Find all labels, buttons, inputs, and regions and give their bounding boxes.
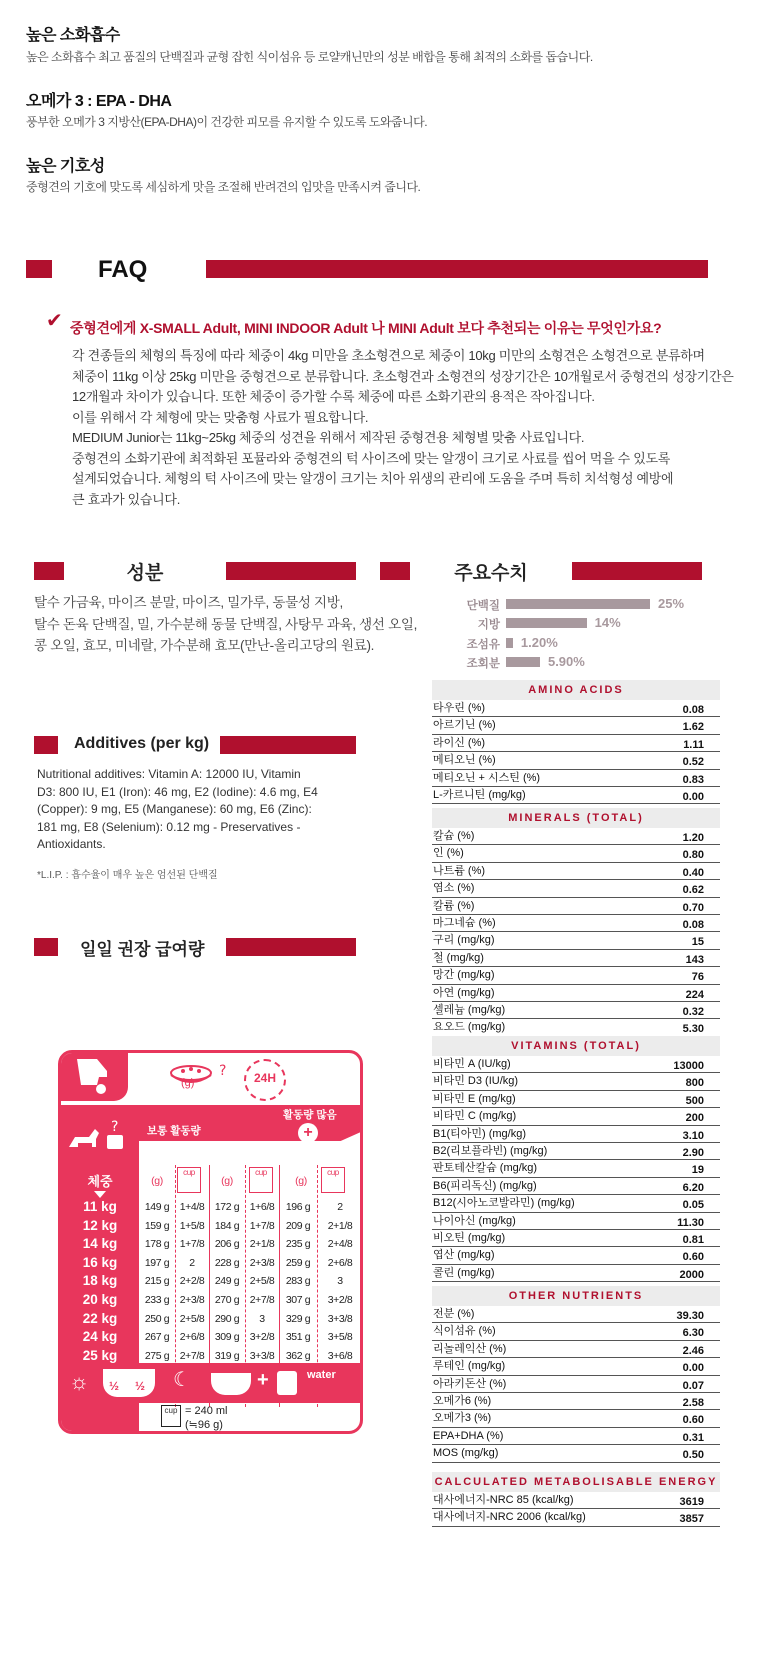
keyvalue-bar [506, 599, 650, 609]
keyvalue-bar [506, 638, 513, 648]
col-g-2: (g) [221, 1175, 233, 1187]
nutrient-value: 6.20 [682, 1181, 704, 1194]
nutrient-name: 엽산 (mg/kg) [433, 1249, 495, 1262]
nutrient-value: 0.31 [682, 1431, 704, 1444]
feeding-weight: 14 kg [82, 1236, 118, 1252]
nutrient-name: 대사에너지-NRC 2006 (kcal/kg) [433, 1511, 586, 1524]
nutrient-name: B6(피리독신) (mg/kg) [433, 1179, 537, 1192]
nutrient-row [432, 752, 720, 769]
feeding-cell: 270 g [214, 1294, 240, 1306]
nutrient-value: 0.07 [682, 1379, 704, 1392]
feeding-cell: 3+2/8 [249, 1331, 275, 1344]
nutrient-name: 구리 (mg/kg) [433, 934, 495, 947]
nutrient-name: 라이신 (%) [433, 736, 486, 749]
nutrient-row [432, 1160, 720, 1177]
nutrient-value: 15 [691, 936, 704, 949]
nutrient-section [432, 808, 720, 1037]
nutrient-name: B1(티아민) (mg/kg) [433, 1127, 526, 1140]
nutrient-value: 500 [685, 1094, 704, 1107]
feature-desc-1: 높은 소화흡수 최고 품질의 단백질과 균형 잡힌 식이섬유 등 로얄캐닌만의 성분 배합을 통해 최적의 소화를 돕습니다. [26, 50, 593, 64]
feeding-cell: 3 [337, 1275, 343, 1288]
nutrient-name: 비오틴 (mg/kg) [433, 1231, 506, 1244]
nutrient-row [432, 1091, 720, 1108]
keyvalue-value: 14% [594, 615, 621, 631]
nutrient-row [432, 828, 720, 845]
plus-icon: + [298, 1123, 318, 1143]
nutrient-name: 판토테산칼슘 (mg/kg) [433, 1162, 538, 1175]
nutrient-value: 0.08 [682, 704, 704, 716]
faq-title: FAQ [98, 256, 148, 283]
nutrient-row [432, 932, 720, 949]
feeding-title: 일일 권장 급여량 [80, 940, 205, 959]
nutrient-name: B2(리보플라빈) (mg/kg) [433, 1144, 548, 1157]
water-label: water [307, 1369, 336, 1381]
keyvalue-value: 5.90% [547, 653, 585, 669]
feeding-cell: 172 g [214, 1201, 240, 1213]
water-bowl-icon [277, 1371, 297, 1395]
feeding-cell: 1+7/8 [179, 1238, 205, 1251]
nutrient-row [432, 1247, 720, 1264]
keyvalues-bar-right [572, 562, 702, 580]
feeding-cell: 259 g [285, 1256, 311, 1269]
nutrient-row [432, 717, 720, 734]
faq-answer-line: 큰 효과가 있습니다. [72, 491, 180, 507]
nutrient-value: 2.46 [682, 1344, 704, 1357]
nutrient-row [432, 787, 720, 804]
nutrient-value: 13000 [673, 1060, 704, 1072]
keyvalue-label: 지방 [477, 619, 500, 632]
cup-icon: cup [161, 1405, 181, 1427]
nutrient-value: 2000 [679, 1268, 704, 1281]
nutrient-name: MOS (mg/kg) [433, 1447, 499, 1460]
keyvalue-value: 25% [658, 596, 685, 611]
feeding-cell: 2+7/8 [179, 1349, 205, 1362]
nutrient-row [432, 1143, 720, 1160]
dog-head-icon [61, 1053, 128, 1101]
feeding-cell: 3+5/8 [327, 1331, 353, 1344]
keyvalue-label: 단백질 [466, 600, 500, 612]
nutrient-row [432, 1265, 720, 1282]
normal-activity-label: 보통 활동량 [147, 1125, 201, 1137]
nutrient-value: 0.60 [682, 1251, 704, 1264]
nutrient-section [432, 1472, 720, 1527]
keyvalue-bar [506, 657, 540, 667]
additives-bar-right [220, 736, 356, 754]
weight-arrow-icon [94, 1191, 106, 1198]
feeding-bar-right [226, 938, 356, 956]
feeding-cell: 196 g [285, 1201, 311, 1213]
nutrient-value: 0.81 [682, 1233, 704, 1246]
bowl-icon [211, 1373, 251, 1395]
keyvalue-value: 1.20% [520, 634, 558, 650]
faq-answer-line: 12개월과 차이가 있습니다. 또한 체중이 증가할 수록 체중에 따른 소화기관의 용적은 작아집니다. [72, 389, 595, 404]
nutrient-value: 11.30 [677, 1216, 704, 1229]
nutrient-name: 비타민 C (mg/kg) [433, 1110, 517, 1123]
feeding-cell: 233 g [144, 1294, 170, 1306]
faq-answer-line: 중형견의 소화기관에 최적화된 포뮬라와 중형견의 턱 사이즈에 맞는 알갱이 크기로 사료를 씹어 먹을 수 있도록 [72, 450, 670, 466]
check-icon: ✔ [46, 310, 63, 332]
nutrient-name: 철 (mg/kg) [433, 951, 484, 964]
feeding-cell: 329 g [285, 1312, 311, 1325]
faq-answer-line: 각 견종들의 체형의 특징에 따라 체중이 4kg 미만을 초소형견으로 체중이 10kg 미만의 소형견은 소형견으로 분류하며 [72, 348, 705, 363]
nutrient-row [432, 1213, 720, 1230]
feeding-cell: 3+3/8 [249, 1349, 275, 1362]
feeding-weight: 12 kg [82, 1217, 118, 1233]
nutrient-name: 콜린 (mg/kg) [433, 1266, 495, 1279]
nutrient-name: 오메가3 (%) [433, 1412, 492, 1425]
nutrient-value: 0.62 [682, 884, 704, 897]
nutrient-row [432, 1445, 720, 1462]
nutrient-name: 대사에너지-NRC 85 (kcal/kg) [433, 1494, 574, 1506]
additives-line: Nutritional additives: Vitamin A: 12000 IU, Vitamin [37, 767, 301, 781]
lip-note: *L.I.P. : 흡수율이 매우 높은 엄선된 단백질 [37, 870, 218, 881]
feeding-cell: 2+4/8 [327, 1238, 353, 1251]
feeding-cell: 178 g [144, 1238, 170, 1251]
nutrient-name: 셀레늄 (mg/kg) [433, 1003, 506, 1016]
nutrient-value: 0.08 [682, 918, 704, 931]
faq-answer-line: 설계되었습니다. 체형의 턱 사이즈에 맞는 알갱이 크기는 치아 위생의 관리에 도움을 주며 특히 치석형성 예방에 [72, 471, 674, 486]
cup-eq-ml: = 240 ml [185, 1405, 228, 1417]
feeding-cell: 275 g [144, 1349, 170, 1362]
faq-answer-line: 체중이 11kg 이상 25kg 미만을 중형견으로 분류합니다. 초소형견과 소형견의 성장기간은 10개월로서 중형견의 성장기간은 [72, 368, 734, 384]
feeding-cell: 215 g [144, 1275, 170, 1288]
nutrient-name: 나이아신 (mg/kg) [433, 1214, 516, 1227]
nutrient-row [432, 1002, 720, 1019]
feeding-cell: 249 g [214, 1275, 240, 1288]
feeding-cell: 2+5/8 [249, 1275, 275, 1288]
additives-line: (Copper): 9 mg, E5 (Manganese): 60 mg, E6 (Zinc): [37, 802, 312, 816]
nutrient-value: 0.00 [682, 1362, 704, 1375]
nutrient-value: 3.10 [682, 1129, 704, 1142]
col-g-3: (g) [295, 1175, 307, 1187]
faq-answer [72, 346, 734, 510]
nutrient-name: 비타민 E (mg/kg) [433, 1092, 516, 1105]
nutrient-value: 2.58 [682, 1396, 704, 1409]
ingredients-bar-left [34, 562, 64, 580]
high-activity-label: 활동량 많음 [283, 1109, 337, 1121]
sun-icon: ☼ [69, 1369, 90, 1394]
nutrient-row [432, 1393, 720, 1410]
additives-line: D3: 800 IU, E1 (Iron): 46 mg, E2 (Iodine): 4.6 mg, E4 [37, 784, 318, 799]
feeding-cell: 159 g [144, 1219, 170, 1232]
nutrient-row [432, 950, 720, 967]
weight-label: 체중 [87, 1174, 113, 1189]
keyvalue-label: 조회분 [466, 657, 500, 670]
nutrient-value: 0.70 [682, 901, 704, 914]
nutrient-name: L-카르니틴 (mg/kg) [433, 788, 526, 801]
nutrient-section-title: CALCULATED METABOLISABLE ENERGY [432, 1472, 720, 1492]
feeding-cell: 2 [337, 1201, 343, 1213]
nutrient-value: 19 [691, 1164, 704, 1177]
nutrient-row [432, 1230, 720, 1247]
feeding-cell: 235 g [285, 1238, 311, 1251]
feeding-cell: 149 g [144, 1201, 170, 1213]
svg-text:?: ? [111, 1119, 119, 1135]
feeding-cell: 206 g [214, 1238, 240, 1251]
nutrient-value: 0.05 [682, 1199, 704, 1212]
ingredients-line: 탈수 가금육, 마이즈 분말, 마이즈, 밀가루, 동물성 지방, [34, 595, 343, 610]
nutrient-value: 5.30 [682, 1023, 704, 1036]
nutrient-value: 0.60 [682, 1414, 704, 1427]
feeding-cell: 1+4/8 [179, 1201, 205, 1213]
nutrient-name: 전분 (%) [433, 1308, 475, 1320]
feeding-cell: 290 g [214, 1312, 240, 1325]
hours-label: 24H [253, 1071, 276, 1085]
additives-line: 181 mg, E8 (Selenium): 0.12 mg - Preservatives - [37, 819, 301, 834]
feeding-weight: 18 kg [82, 1273, 118, 1289]
nutrient-name: 식이섬유 (%) [433, 1325, 496, 1338]
half-1: ½ [109, 1379, 120, 1393]
faq-answer-line: MEDIUM Junior는 11kg~25kg 체중의 성견을 위해서 제작된 중형견용 체형별 맞춤 사료입니다. [72, 430, 585, 445]
nutrient-name: 메티오닌 + 시스틴 (%) [433, 771, 541, 784]
nutrient-name: 오메가6 (%) [433, 1394, 492, 1407]
nutrient-name: 비타민 D3 (IU/kg) [433, 1075, 519, 1088]
nutrient-section-title: AMINO ACIDS [432, 680, 720, 700]
keyvalues-title: 주요수치 [454, 563, 528, 584]
keyvalue-bar [506, 618, 587, 628]
feeding-cell: 351 g [285, 1331, 311, 1344]
nutrient-row [432, 863, 720, 880]
dog-head-panel [61, 1053, 128, 1101]
nutrient-row [432, 1358, 720, 1375]
feeding-cell: 3+6/8 [327, 1349, 353, 1362]
faq-question: 중형견에게 X-SMALL Adult, MINI INDOOR Adult 나 MINI Adult 보다 추천되는 이유는 무엇인가요? [70, 320, 662, 336]
feeding-cell: 2+1/8 [327, 1219, 353, 1232]
nutrient-value: 200 [685, 1112, 704, 1125]
nutrient-name: 칼슘 (%) [433, 830, 475, 842]
feeding-bar-left [34, 938, 58, 956]
nutrient-name: 나트륨 (%) [433, 864, 486, 877]
feeding-cell: 2+3/8 [249, 1256, 275, 1269]
feeding-cell: 283 g [285, 1275, 311, 1288]
moon-icon: ☾ [173, 1369, 191, 1391]
nutrient-value: 800 [685, 1077, 704, 1090]
nutrient-name: 인 (%) [433, 847, 464, 860]
feature-title-1: 높은 소화흡수 [26, 27, 120, 44]
nutrient-value: 0.00 [682, 790, 704, 803]
nutrient-value: 143 [685, 953, 704, 966]
nutrient-name: 리놀레익산 (%) [433, 1342, 507, 1355]
nutrient-row [432, 1323, 720, 1340]
nutrient-name: EPA+DHA (%) [433, 1429, 504, 1442]
ingredients-bar-right [226, 562, 356, 580]
nutrient-section-title: MINERALS (TOTAL) [432, 808, 720, 828]
nutrient-value: 224 [685, 988, 704, 1001]
faq-answer-line: 이를 위해서 각 체형에 맞는 맞춤형 사료가 필요합니다. [72, 409, 369, 425]
nutrient-row [432, 1195, 720, 1212]
nutrient-row [432, 1428, 720, 1445]
nutrient-name: B12(시아노코발라민) (mg/kg) [433, 1197, 575, 1210]
nutrient-value: 3857 [679, 1513, 704, 1526]
nutrient-value: 1.11 [683, 738, 704, 751]
nutrient-value: 3619 [679, 1496, 704, 1508]
feature-title-3: 높은 기호성 [26, 158, 105, 175]
nutrient-name: 아르기닌 (%) [433, 719, 496, 732]
nutrient-value: 6.30 [682, 1327, 704, 1340]
nutrient-value: 39.30 [676, 1310, 704, 1322]
nutrient-name: 요오드 (mg/kg) [433, 1021, 506, 1034]
feeding-cell: 2+6/8 [179, 1331, 205, 1344]
nutrient-row [432, 700, 720, 717]
feature-desc-3: 중형견의 기호에 맞도록 세심하게 맛을 조절해 반려견의 입맛을 만족시켜 줍니다. [26, 180, 421, 194]
faq-bar-left [26, 260, 52, 278]
ingredients-line: 탈수 돈육 단백질, 밀, 가수분해 동물 단백질, 사탕무 과육, 생선 오일, [34, 616, 418, 632]
feeding-cell: 3+2/8 [327, 1294, 353, 1306]
feeding-cell: 2+1/8 [249, 1238, 275, 1251]
keyvalues-bar-left [380, 562, 410, 580]
half-2: ½ [135, 1379, 146, 1393]
additives-bar-left [34, 736, 58, 754]
nutrient-value: 2.90 [682, 1146, 704, 1159]
nutrient-name: 루테인 (mg/kg) [433, 1360, 506, 1373]
nutrient-section-title: OTHER NUTRIENTS [432, 1286, 720, 1306]
nutrient-row [432, 1073, 720, 1090]
feeding-cell: 184 g [214, 1219, 240, 1232]
activity-ramp [139, 1131, 363, 1165]
feeding-cell: 228 g [214, 1256, 240, 1269]
nutrient-name: 아연 (mg/kg) [433, 986, 495, 999]
nutrient-row [432, 1056, 720, 1073]
nutrient-row [432, 1126, 720, 1143]
nutrient-row [432, 1509, 720, 1526]
nutrient-row [432, 967, 720, 984]
cup-icon-2: cup [249, 1167, 273, 1193]
nutrient-row [432, 1492, 720, 1509]
nutrient-name: 염소 (%) [433, 882, 475, 895]
nutrient-section [432, 1286, 720, 1463]
feeding-cell: 2+5/8 [179, 1312, 205, 1325]
nutrient-value: 1.20 [682, 832, 704, 844]
weight-header-panel [61, 1105, 139, 1169]
keyvalue-label: 조섬유 [466, 638, 500, 651]
feeding-cell: 2+6/8 [327, 1256, 353, 1269]
nutrient-value: 1.62 [682, 721, 704, 734]
nutrient-row [432, 1306, 720, 1323]
nutrient-name: 아라키돈산 (%) [433, 1377, 507, 1390]
feeding-cell: 1+5/8 [179, 1219, 205, 1232]
feeding-weight: 11 kg [83, 1199, 117, 1214]
feeding-cell: 309 g [214, 1331, 240, 1344]
nutrient-name: 비타민 A (IU/kg) [433, 1058, 511, 1070]
feature-desc-2: 풍부한 오메가 3 지방산(EPA-DHA)이 건강한 피모를 유지할 수 있도록 도와줍니다. [26, 115, 428, 129]
nutrient-value: 0.40 [682, 866, 704, 879]
dog-scale-icon [61, 1105, 139, 1169]
feeding-cell: 2+7/8 [249, 1294, 275, 1306]
nutrient-name: 칼륨 (%) [433, 899, 475, 912]
nutrient-name: 메티오닌 (%) [433, 754, 496, 767]
nutrient-value: 0.52 [682, 756, 704, 769]
feeding-cell: 319 g [214, 1349, 240, 1362]
cup-icon-1: cup [177, 1167, 201, 1193]
feeding-weight: 20 kg [82, 1292, 118, 1307]
nutrient-section [432, 1036, 720, 1282]
nutrient-value: 0.50 [682, 1449, 704, 1462]
nutrient-value: 0.32 [682, 1005, 704, 1018]
ingredients-text [34, 592, 417, 657]
nutrient-name: 망간 (mg/kg) [433, 969, 495, 982]
additives-title: Additives (per kg) [74, 735, 210, 752]
nutrient-value: 76 [691, 971, 704, 984]
nutrient-row [432, 1410, 720, 1427]
feeding-cell: 3 [259, 1312, 265, 1325]
nutrient-row [432, 1178, 720, 1195]
feeding-cell: 307 g [285, 1294, 311, 1306]
nutrient-row [432, 985, 720, 1002]
faq-bar-right [206, 260, 708, 278]
cup-icon-3: cup [321, 1167, 345, 1193]
nutrient-row [432, 1341, 720, 1358]
nutrient-name: 마그네슘 (%) [433, 916, 496, 929]
feeding-weight: 16 kg [82, 1254, 118, 1270]
feeding-cell: 362 g [285, 1349, 311, 1362]
feeding-chart [58, 1050, 363, 1434]
feeding-cell: 1+6/8 [249, 1201, 275, 1213]
nutrient-value: 0.83 [682, 773, 704, 786]
nutrient-row [432, 1019, 720, 1036]
ingredients-line: 콩 오일, 효모, 미네랄, 가수분해 효모(만난-올리고당의 원료). [34, 638, 375, 653]
nutrient-value: 0.80 [682, 849, 704, 862]
nutrient-row [432, 1108, 720, 1125]
nutrient-row [432, 1376, 720, 1393]
svg-text:?: ? [219, 1063, 227, 1079]
nutrient-row [432, 735, 720, 752]
additives-line: Antioxidants. [37, 837, 106, 851]
feeding-cell: 250 g [144, 1312, 170, 1325]
feeding-weight: 22 kg [82, 1310, 118, 1326]
feeding-weight: 24 kg [82, 1329, 118, 1345]
feature-title-2: 오메가 3 : EPA - DHA [26, 93, 172, 110]
additives-text [37, 766, 318, 854]
feeding-cell: 1+7/8 [249, 1219, 275, 1232]
plus-sign: + [257, 1369, 269, 1391]
nutrient-row [432, 880, 720, 897]
ingredients-title: 성분 [126, 563, 164, 584]
feeding-weight: 25 kg [82, 1347, 118, 1363]
feeding-cell: 209 g [285, 1219, 311, 1232]
gram-label: (g) [181, 1077, 195, 1089]
nutrient-section-title: VITAMINS (TOTAL) [432, 1036, 720, 1056]
nutrient-name: 타우린 (%) [433, 702, 486, 714]
feeding-cell: 267 g [144, 1331, 170, 1344]
nutrient-section [432, 680, 720, 804]
nutrient-row [432, 845, 720, 862]
nutrient-row [432, 770, 720, 787]
feeding-cell: 2 [189, 1256, 195, 1269]
nutrient-row [432, 898, 720, 915]
food-bowl-icon [165, 1059, 235, 1099]
feeding-cell: 3+3/8 [327, 1312, 353, 1325]
feeding-cell: 197 g [144, 1256, 170, 1269]
nutrient-row [432, 915, 720, 932]
col-g-1: (g) [151, 1175, 163, 1187]
feeding-cell: 2+2/8 [179, 1275, 205, 1288]
feeding-cell: 2+3/8 [179, 1294, 205, 1306]
cup-eq-g: (≒96 g) [185, 1419, 223, 1431]
